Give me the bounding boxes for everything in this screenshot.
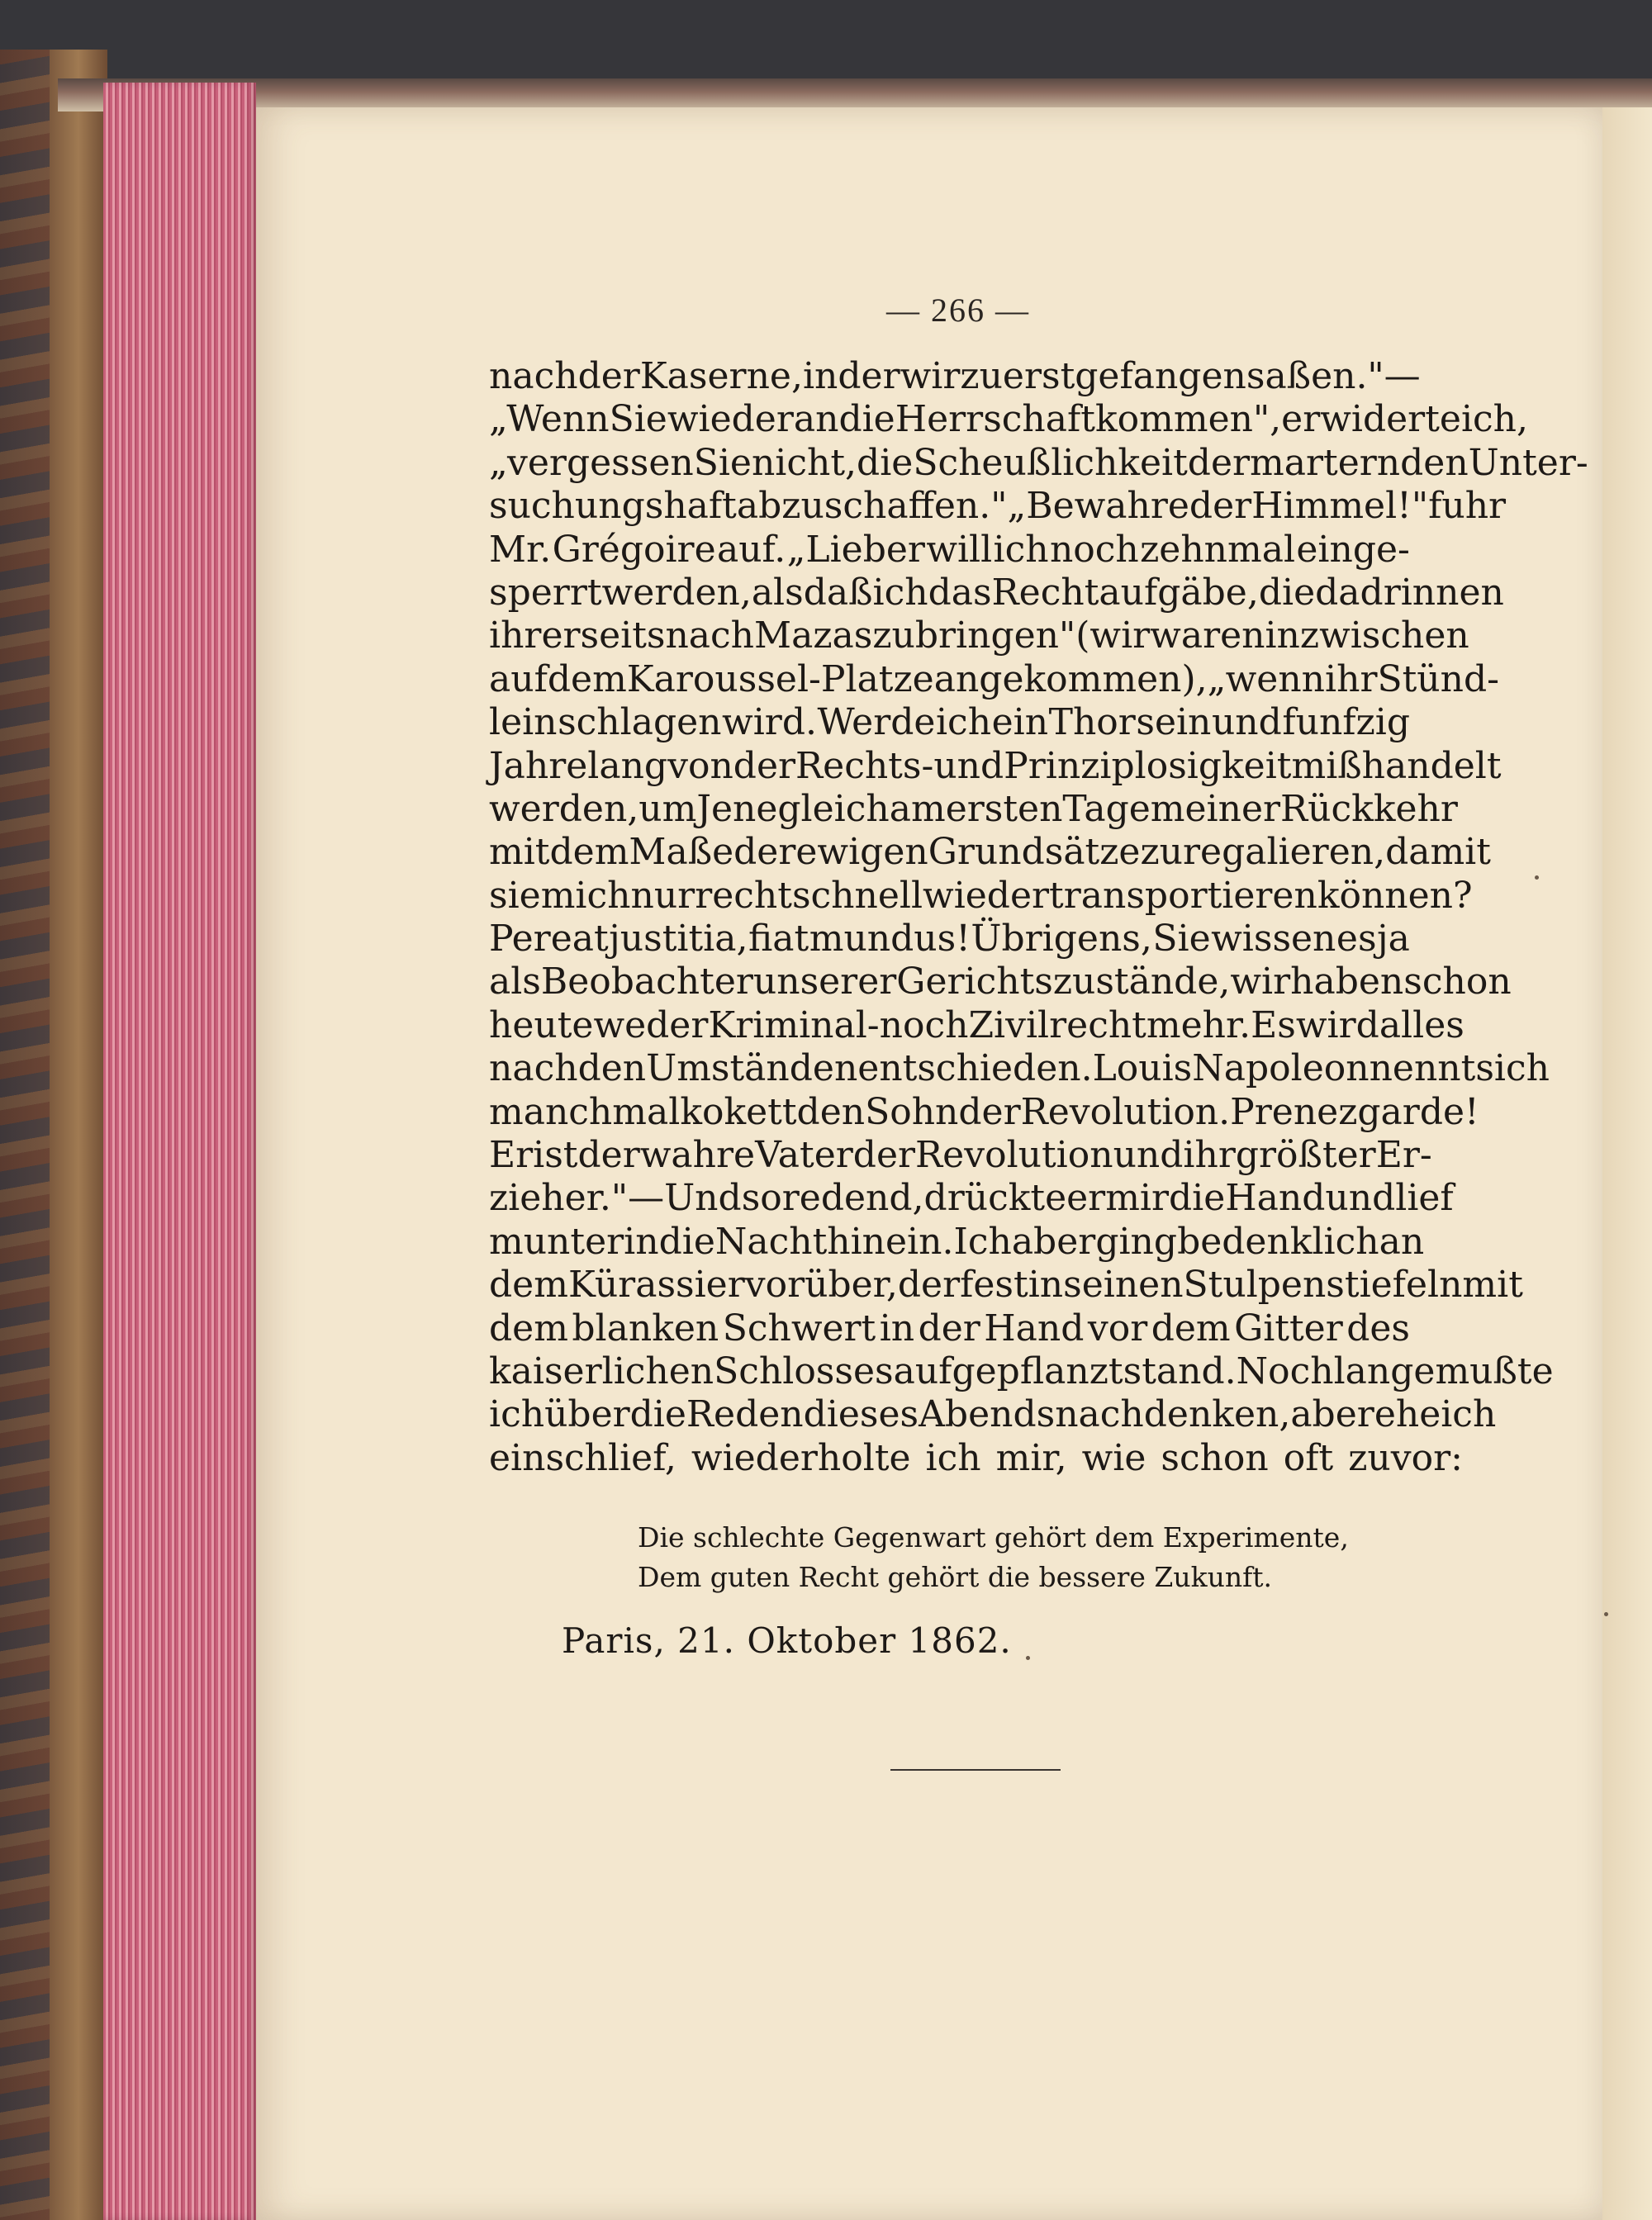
- text-line: werden, um Jene gleich am ersten Tage meiner Rückkehr: [489, 787, 1458, 830]
- text-line: zieher." — Und so redend, drückte er mir die Hand und lief: [489, 1177, 1454, 1220]
- text-line: suchungshaft abzuschaffen." „Bewahre der Himmel!" fuhr: [489, 485, 1507, 528]
- text-line: einschlief, wiederholte ich mir, wie schon oft zuvor:: [489, 1436, 1463, 1479]
- body-text: [489, 355, 1588, 1480]
- text-line: als Beobachter unserer Gerichtszustände, wir haben schon: [489, 961, 1512, 1003]
- text-line: manchmal kokett den Sohn der Revolution. Prenez garde!: [489, 1090, 1479, 1133]
- text-line: auf dem Karoussel-Platze angekommen), „wenn ihr Stünd-: [489, 657, 1500, 700]
- text-line: Er ist der wahre Vater der Revolution und ihr größter Er-: [489, 1134, 1432, 1177]
- text-line: mit dem Maße der ewigen Grundsätze zu regalieren, damit: [489, 831, 1491, 874]
- text-line: kaiserlichen Schlosses aufgepflanzt stand. Noch lange mußte: [489, 1350, 1554, 1392]
- page-number: — 266 —: [886, 292, 1030, 329]
- text-line: ihrerseits nach Mazas zu bringen" (wir waren inzwischen: [489, 614, 1469, 657]
- facing-page-sliver: [1602, 107, 1652, 2220]
- verse-line: Die schlechte Gegenwart gehört dem Experimente,: [638, 1521, 1349, 1554]
- text-line: dem blanken Schwert in der Hand vor dem Gitter des: [489, 1307, 1410, 1350]
- closing-rule: [890, 1769, 1061, 1771]
- text-line: sie mich nur recht schnell wieder transportieren können?: [489, 874, 1473, 917]
- text-line: nach der Kaserne, in der wir zuerst gefangen saßen." —: [489, 355, 1421, 397]
- verse-line: Dem guten Recht gehört die bessere Zukunft.: [638, 1561, 1273, 1593]
- page-block-top: [58, 78, 1652, 111]
- text-line: nach den Umständen entschieden. Louis Napoleon nennt sich: [489, 1047, 1550, 1090]
- text-line: ich über die Reden dieses Abends nachdenken, aber ehe ich: [489, 1393, 1497, 1436]
- text-line: „vergessen Sie nicht, die Scheußlichkeit der marternden Unter-: [489, 441, 1588, 484]
- page-speck: [1026, 1656, 1030, 1660]
- text-line: sperrt werden, als daß ich das Recht aufgäbe, die da drinnen: [489, 571, 1504, 614]
- page-speck: [1604, 1612, 1608, 1616]
- text-line: heute weder Kriminal- noch Zivilrecht mehr. Es wird alles: [489, 1003, 1464, 1046]
- page-block-edges: [103, 83, 256, 2220]
- text-line: lein schlagen wird. Werde ich ein Thor sein und funfzig: [489, 701, 1410, 744]
- text-line: Pereat justitia, fiat mundus! Übrigens, Sie wissen es ja: [489, 918, 1410, 961]
- place-date-signature: Paris, 21. Oktober 1862.: [562, 1620, 1012, 1661]
- text-line: „Wenn Sie wieder an die Herrschaft kommen", erwiderte ich,: [489, 398, 1528, 441]
- text-line: Jahre lang von der Rechts- und Prinziplosigkeit mißhandelt: [489, 744, 1502, 787]
- book-spine-edge: [50, 50, 107, 2220]
- page-speck: [1535, 875, 1539, 880]
- text-line: Mr. Grégoire auf. „Lieber will ich noch zehnmal einge-: [489, 528, 1410, 571]
- text-line: dem Kürassier vorüber, der fest in seinen Stulpenstiefeln mit: [489, 1264, 1523, 1307]
- text-line: munter in die Nacht hinein. Ich aber ging bedenklich an: [489, 1220, 1425, 1263]
- verse-quote: [638, 1518, 1381, 1597]
